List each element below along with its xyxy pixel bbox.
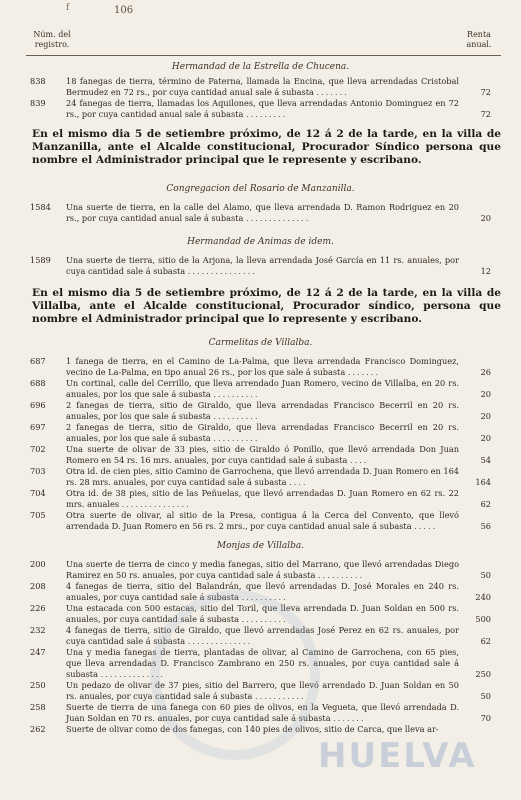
entry-rent: 20 — [480, 411, 491, 421]
entry-number: 703 — [30, 466, 46, 476]
entry-number: 232 — [30, 625, 46, 635]
entry-rent: 20 — [480, 389, 491, 399]
entry-rent: 26 — [480, 367, 491, 377]
announcement-text: En el mismo dia 5 de setiembre próximo, de 12 á 2 de la tarde, en la villa de Manzanilla, ante el Alcalde constitucional, Procurador Síndico persona que nombre el Administrador principal que le represente y escribano. — [32, 128, 501, 166]
entry-number: 705 — [30, 510, 46, 520]
list-item: 705 Otra suerte de olivar, al sitio de la Presa, contigua á la Cerca del Convento, que llevó arrendada D. Juan Romero en 56 rs. 2 mrs., por cuya cantidad anual sale á subasta ..... 56 — [30, 510, 491, 531]
list-item: 687 1 fanega de tierra, en el Camino de La-Palma, que lleva arrendada Francisco Dominguez, vecino de La-Palma, en tipo anual 26 rs., por los que sale á subasta ....... 26 — [30, 356, 491, 377]
section-monjas — [0, 541, 521, 551]
list-item: 703 Otra id. de cien pies, sitio Camino de Garrochena, que llevó arrendada D. Juan Romero en 164 rs. 28 mrs. anuales, por cuya cantidad sale á subasta .... 164 — [30, 466, 491, 487]
entry-text: Otra id. de cien pies, sitio Camino de Garrochena, que llevó arrendada D. Juan Romero en 164 rs. 28 mrs. anuales, por cuya cantidad sale á subasta — [66, 466, 459, 487]
section-title: Hermandad de la Estrella de Chucena. — [171, 62, 350, 72]
entry-number: 688 — [30, 378, 46, 388]
entry-number: 208 — [30, 581, 46, 591]
entry-number: 1584 — [30, 202, 51, 212]
list-item: 702 Una suerte de olivar de 33 pies, sitio de Giraldo ó Ponillo, que llevó arrendada Don Juan Romero en 54 rs. 16 mrs. anuales, por cuya cantidad sale á subasta .... 54 — [30, 444, 491, 465]
page-number: 106 — [114, 5, 134, 16]
entry-number: 696 — [30, 400, 46, 410]
entries-rosario — [0, 202, 521, 224]
list-item: 704 Otra id. de 38 pies, sitio de las Peñuelas, que llevó arrendadas D. Juan Romero en 62 rs. 22 mrs. anuales ............... 62 — [30, 488, 491, 509]
entry-text: Suerte de olivar como de dos fanegas, con 140 pies de olivos, sitio de Carca, que lleva ar- — [66, 724, 439, 734]
announcement-manzanilla — [32, 128, 501, 167]
entry-rent: 12 — [480, 266, 491, 276]
entry-rent: 20 — [480, 213, 491, 223]
entry-number: 250 — [30, 680, 46, 690]
section-carmelitas — [0, 338, 521, 348]
entry-rent: 62 — [480, 636, 491, 646]
list-item: 697 2 fanegas de tierra, sitio de Giraldo, que lleva arrendadas Francisco Becerril en 20 rs. anuales, por los que sale á subasta .......... 20 — [30, 422, 491, 443]
entry-rent: 72 — [480, 109, 491, 119]
entry-rent: 70 — [480, 713, 491, 723]
entry-rent: 500 — [475, 614, 491, 624]
entry-rent: 56 — [480, 521, 491, 531]
watermark-text: HUELVA — [318, 736, 477, 776]
announcement-text: En el mismo dia 5 de setiembre próximo, de 12 á 2 de la tarde, en la villa de Villalba, ante el Alcalde constitucional, Procurador síndico, persona que nombre el Administrador principal que lo represente y escribano. — [32, 287, 501, 325]
entry-text: Suerte de tierra de una fanega con 60 pies de olivos, en la Vegueta, que llevó arrendada D. Juan Soldan en 70 rs. anuales, por cuya cantidad sale á subasta — [66, 702, 459, 723]
list-item: 839 24 fanegas de tierra, llamadas los Aquilones, que lleva arrendadas Antonio Dominguez en 72 rs., por cuya cantidad anual sale á subasta ......... 72 — [30, 98, 491, 119]
entry-number: 839 — [30, 98, 46, 108]
section-title: Monjas de Villalba. — [216, 541, 305, 551]
entry-number: 258 — [30, 702, 46, 712]
entry-text: Un cortinal, calle del Cerrillo, que lleva arrendado Juan Romero, vecino de Villalba, en 20 rs. anuales, por los que sale á subasta — [66, 378, 459, 399]
section-title: Congregacion del Rosario de Manzanilla. — [166, 184, 355, 194]
column-header-registro: Núm. del registro. — [33, 30, 71, 49]
entry-text: Una estacada con 500 estacas, sitio del Toril, que lleva arrendada D. Juan Soldan en 500 rs. anuales, por cuya cantidad sale á subasta — [66, 603, 459, 624]
entry-number: 838 — [30, 76, 46, 86]
list-item: 1589 Una suerte de tierra, sitio de la Arjona, la lleva arrendada José García en 11 rs. anuales, por cuya cantidad sale á subasta ............... 12 — [30, 255, 491, 276]
list-item: 258 Suerte de tierra de una fanega con 60 pies de olivos, en la Vegueta, que llevó arrendada D. Juan Soldan en 70 rs. anuales, por cuya cantidad sale á subasta ....... 70 — [30, 702, 491, 723]
watermark-seal — [150, 590, 320, 760]
entry-number: 702 — [30, 444, 46, 454]
section-rosario — [0, 184, 521, 194]
list-item: 247 Una y media fanegas de tierra, plantadas de olivar, al Camino de Garrochena, con 65 pies, que lleva arrendadas D. Francisco Zambrano en 250 rs. anuales, por cuya cantidad sale á subasta .............. 250 — [30, 647, 491, 679]
entry-text: Otra id. de 38 pies, sitio de las Peñuelas, que llevó arrendadas D. Juan Romero en 62 rs. 22 mrs. anuales — [66, 488, 459, 509]
section-title: Carmelitas de Villalba. — [208, 338, 313, 348]
entry-text: 24 fanegas de tierra, llamadas los Aquilones, que lleva arrendadas Antonio Dominguez en 72 rs., por cuya cantidad anual sale á subasta — [66, 98, 459, 119]
entry-rent: 72 — [480, 87, 491, 97]
list-item: 232 4 fanegas de tierra, sitio de Giraldo, que llevó arrendadas José Perez en 62 rs. anuales, por cuya cantidad sale á subasta .............. 62 — [30, 625, 491, 646]
section-animas — [0, 237, 521, 247]
entry-rent: 164 — [475, 477, 491, 487]
entry-text: Otra suerte de olivar, al sitio de la Presa, contigua á la Cerca del Convento, que llevó arrendada D. Juan Romero en 56 rs. 2 mrs., por cuya cantidad anual sale á subasta — [66, 510, 459, 531]
entry-number: 262 — [30, 724, 46, 734]
list-item: 208 4 fanegas de tierra, sitio del Balandrán, que llevó arrendadas D. José Morales en 240 rs. anuales, por cuya cantidad sale á subasta .......... 240 — [30, 581, 491, 602]
entry-rent: 240 — [475, 592, 491, 602]
entry-text: 2 fanegas de tierra, sitio de Giraldo, que lleva arrendadas Francisco Becerril en 20 rs. anuales, por los que sale á subasta — [66, 422, 459, 443]
entries-animas — [0, 255, 521, 277]
entry-number: 704 — [30, 488, 46, 498]
entry-number: 1589 — [30, 255, 51, 265]
entry-text: Una suerte de tierra, sitio de la Arjona, la lleva arrendada José García en 11 rs. anuales, por cuya cantidad sale á subasta — [66, 255, 459, 276]
entry-text: Un pedazo de olivar de 37 pies, sitio del Barrero, que llevó arrendado D. Juan Soldan en 50 rs. anuales, por cuya cantidad sale á subasta — [66, 680, 459, 701]
column-header-renta: Renta anual. — [466, 30, 492, 49]
entry-text: Una suerte de tierra de cinco y media fanegas, sitio del Marrano, que llevó arrendadas Diego Ramirez en 50 rs. anuales, por cuya cantidad sale á subasta — [66, 559, 459, 580]
entry-text: 1 fanega de tierra, en el Camino de La-Palma, que lleva arrendada Francisco Dominguez, vecino de La-Palma, en tipo anual 26 rs., por los que sale á subasta — [66, 356, 459, 377]
entry-rent: 50 — [480, 570, 491, 580]
entry-rent: 20 — [480, 433, 491, 443]
entry-text: Una suerte de olivar de 33 pies, sitio de Giraldo ó Ponillo, que llevó arrendada Don Juan Romero en 54 rs. 16 mrs. anuales, por cuya cantidad sale á subasta — [66, 444, 459, 465]
entry-number: 687 — [30, 356, 46, 366]
section-title: Hermandad de Animas de idem. — [187, 237, 334, 247]
entry-text: 2 fanegas de tierra, sitio de Giraldo, que lleva arrendadas Francisco Becerril en 20 rs. anuales, por los que sale á subasta — [66, 400, 459, 421]
entry-rent: 54 — [480, 455, 491, 465]
entry-text: Una suerte de tierra, en la calle del Alamo, que lleva arrendada D. Ramon Rodriguez en 20 rs., por cuya cantidad anual sale á subasta — [66, 202, 459, 223]
announcement-villalba — [32, 287, 501, 326]
entry-number: 226 — [30, 603, 46, 613]
corner-mark: f — [66, 3, 70, 13]
entries-estrella — [0, 76, 521, 120]
list-item: 250 Un pedazo de olivar de 37 pies, sitio del Barrero, que llevó arrendado D. Juan Soldan en 50 rs. anuales, por cuya cantidad sale á subasta ........... 50 — [30, 680, 491, 701]
list-item: 838 18 fanegas de tierra, término de Paterna, llamada la Encina, que lleva arrendadas Cristobal Bermudez en 72 rs., por cuya cantidad anual sale á subasta ....... 72 — [30, 76, 491, 97]
section-estrella — [0, 62, 521, 72]
entry-text: Una y media fanegas de tierra, plantadas de olivar, al Camino de Garrochena, con 65 pies, que lleva arrendadas D. Francisco Zambrano en 250 rs. anuales, por cuya cantidad sale á subasta — [66, 647, 459, 679]
header-rule — [26, 55, 501, 56]
entry-text: 4 fanegas de tierra, sitio del Balandrán, que llevó arrendadas D. José Morales en 240 rs. anuales, por cuya cantidad sale á subasta — [66, 581, 459, 602]
watermark-logo — [318, 736, 518, 796]
list-item: 696 2 fanegas de tierra, sitio de Giraldo, que lleva arrendadas Francisco Becerril en 20 rs. anuales, por los que sale á subasta .......... 20 — [30, 400, 491, 421]
list-item: 688 Un cortinal, calle del Cerrillo, que lleva arrendado Juan Romero, vecino de Villalba, en 20 rs. anuales, por los que sale á subasta .......... 20 — [30, 378, 491, 399]
entry-text: 18 fanegas de tierra, término de Paterna, llamada la Encina, que lleva arrendadas Cristobal Bermudez en 72 rs., por cuya cantidad anual sale á subasta — [66, 76, 459, 97]
entry-rent: 250 — [475, 669, 491, 679]
list-item: 226 Una estacada con 500 estacas, sitio del Toril, que lleva arrendada D. Juan Soldan en 500 rs. anuales, por cuya cantidad sale á subasta .......... 500 — [30, 603, 491, 624]
entries-carmelitas — [0, 356, 521, 532]
entry-rent: 62 — [480, 499, 491, 509]
entry-number: 697 — [30, 422, 46, 432]
entry-rent: 50 — [480, 691, 491, 701]
list-item: 1584 Una suerte de tierra, en la calle del Alamo, que lleva arrendada D. Ramon Rodriguez en 20 rs., por cuya cantidad anual sale á subasta .............. 20 — [30, 202, 491, 223]
list-item: 200 Una suerte de tierra de cinco y media fanegas, sitio del Marrano, que llevó arrendadas Diego Ramirez en 50 rs. anuales, por cuya cantidad sale á subasta .......... 50 — [30, 559, 491, 580]
entry-number: 247 — [30, 647, 46, 657]
entry-number: 200 — [30, 559, 46, 569]
entry-text: 4 fanegas de tierra, sitio de Giraldo, que llevó arrendadas José Perez en 62 rs. anuales, por cuya cantidad sale á subasta — [66, 625, 459, 646]
